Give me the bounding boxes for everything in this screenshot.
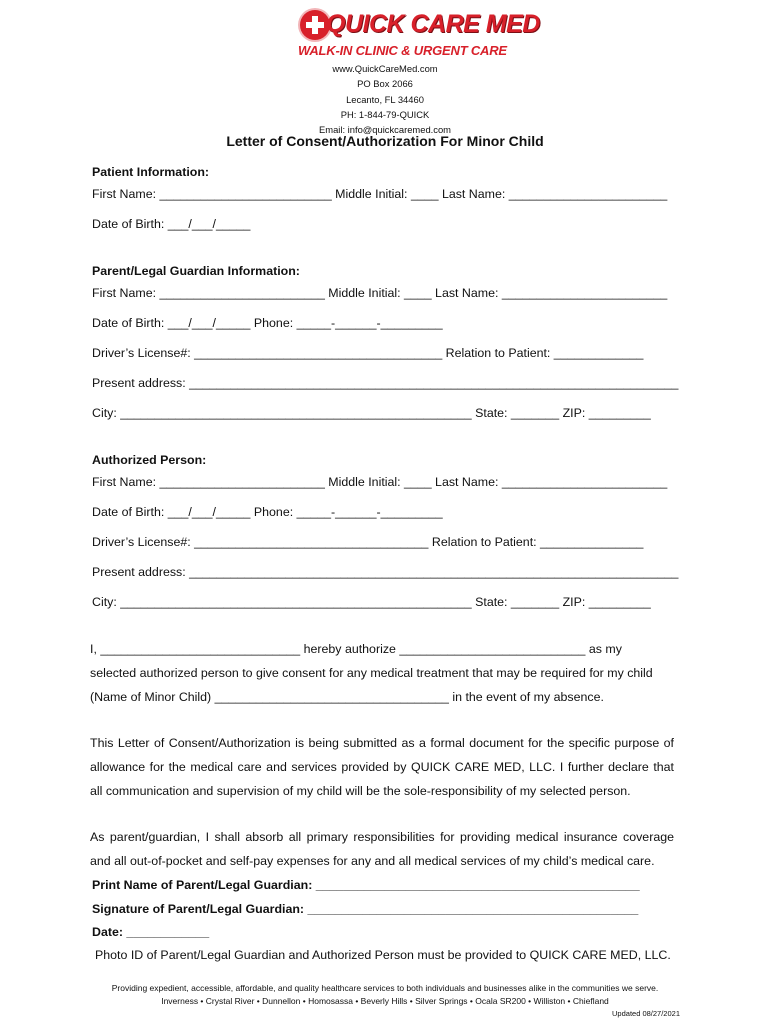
photo-id-note: Photo ID of Parent/Legal Guardian and Authorized Person must be provided to QUICK CARE MED, LLC. bbox=[95, 948, 671, 962]
email: Email: info@quickcaremed.com bbox=[319, 124, 451, 136]
guardian-address-field[interactable]: Present address: _______________________________________________________________________ bbox=[92, 376, 679, 390]
quick-care-med-logo bbox=[296, 8, 540, 60]
print-name-field[interactable]: Print Name of Parent/Legal Guardian: _______________________________________________ bbox=[92, 878, 640, 892]
footer-locations: Inverness • Crystal River • Dunnellon • Homosassa • Beverly Hills • Silver Springs • Ocala SR200 • Williston • Chiefland bbox=[161, 996, 609, 1006]
website: www.QuickCareMed.com bbox=[332, 63, 438, 74]
updated-date: Updated 08/27/2021 bbox=[612, 1009, 680, 1018]
authorized-license-fields[interactable]: Driver’s License#: __________________________________ Relation to Patient: _______________ bbox=[92, 535, 644, 549]
statement-line-1: This Letter of Consent/Authorization is being submitted as a formal document for the specific purpose of bbox=[90, 736, 674, 750]
document-title: Letter of Consent/Authorization For Minor Child bbox=[226, 133, 544, 149]
authorized-dob-phone-fields[interactable]: Date of Birth: ___/___/_____ Phone: _____-______-_________ bbox=[92, 505, 443, 519]
signature-field[interactable]: Signature of Parent/Legal Guardian: ________________________________________________ bbox=[92, 902, 639, 916]
authorization-line-3[interactable]: (Name of Minor Child) __________________________________ in the event of my absence. bbox=[90, 690, 604, 704]
statement-line-3: all communication and supervision of my child will be the sole-responsibility of my selected person. bbox=[90, 784, 631, 798]
guardian-heading: Parent/Legal Guardian Information: bbox=[92, 264, 300, 278]
guardian-dob-phone-fields[interactable]: Date of Birth: ___/___/_____ Phone: _____-______-_________ bbox=[92, 316, 443, 330]
responsibility-line-2: and all out-of-pocket and self-pay expenses for any and all medical services of my child’s medical care. bbox=[90, 854, 655, 868]
logo-name: QUICK CARE MED bbox=[326, 10, 540, 38]
authorized-name-fields[interactable]: First Name: ________________________ Middle Initial: ____ Last Name: ________________________ bbox=[92, 475, 668, 489]
phone: PH: 1-844-79-QUICK bbox=[340, 108, 430, 120]
patient-dob-field[interactable]: Date of Birth: ___/___/_____ bbox=[92, 217, 251, 231]
authorization-line-2: selected authorized person to give consent for any medical treatment that may be required for my child bbox=[90, 666, 653, 680]
date-field[interactable]: Date: ____________ bbox=[92, 925, 210, 939]
authorization-line-1[interactable]: I, _____________________________ hereby authorize ___________________________ as my bbox=[90, 642, 622, 656]
authorized-heading: Authorized Person: bbox=[92, 453, 207, 467]
logo-tagline: WALK-IN CLINIC & URGENT CARE bbox=[298, 43, 507, 58]
authorized-city-fields[interactable]: City: ___________________________________________________ State: _______ ZIP: _________ bbox=[92, 595, 651, 609]
po-box: PO Box 2066 bbox=[357, 78, 413, 90]
city-state-zip: Lecanto, FL 34460 bbox=[346, 93, 424, 105]
contact-block bbox=[0, 61, 770, 137]
guardian-license-fields[interactable]: Driver’s License#: ____________________________________ Relation to Patient: _____________ bbox=[92, 346, 644, 360]
patient-name-fields[interactable]: First Name: _________________________ Middle Initial: ____ Last Name: _______________________ bbox=[92, 187, 668, 201]
guardian-name-fields[interactable]: First Name: ________________________ Middle Initial: ____ Last Name: ________________________ bbox=[92, 286, 668, 300]
statement-line-2: allowance for the medical care and services provided by QUICK CARE MED, LLC. I further declare that bbox=[90, 760, 674, 774]
guardian-city-fields[interactable]: City: ___________________________________________________ State: _______ ZIP: _________ bbox=[92, 406, 651, 420]
responsibility-line-1: As parent/guardian, I shall absorb all primary responsibilities for providing medical insurance coverage bbox=[90, 830, 674, 844]
footer-mission: Providing expedient, accessible, affordable, and quality healthcare services to both individuals and businesses alike in the communities we serve. bbox=[111, 983, 659, 993]
authorized-address-field[interactable]: Present address: _______________________________________________________________________ bbox=[92, 565, 679, 579]
patient-heading: Patient Information: bbox=[92, 165, 210, 179]
